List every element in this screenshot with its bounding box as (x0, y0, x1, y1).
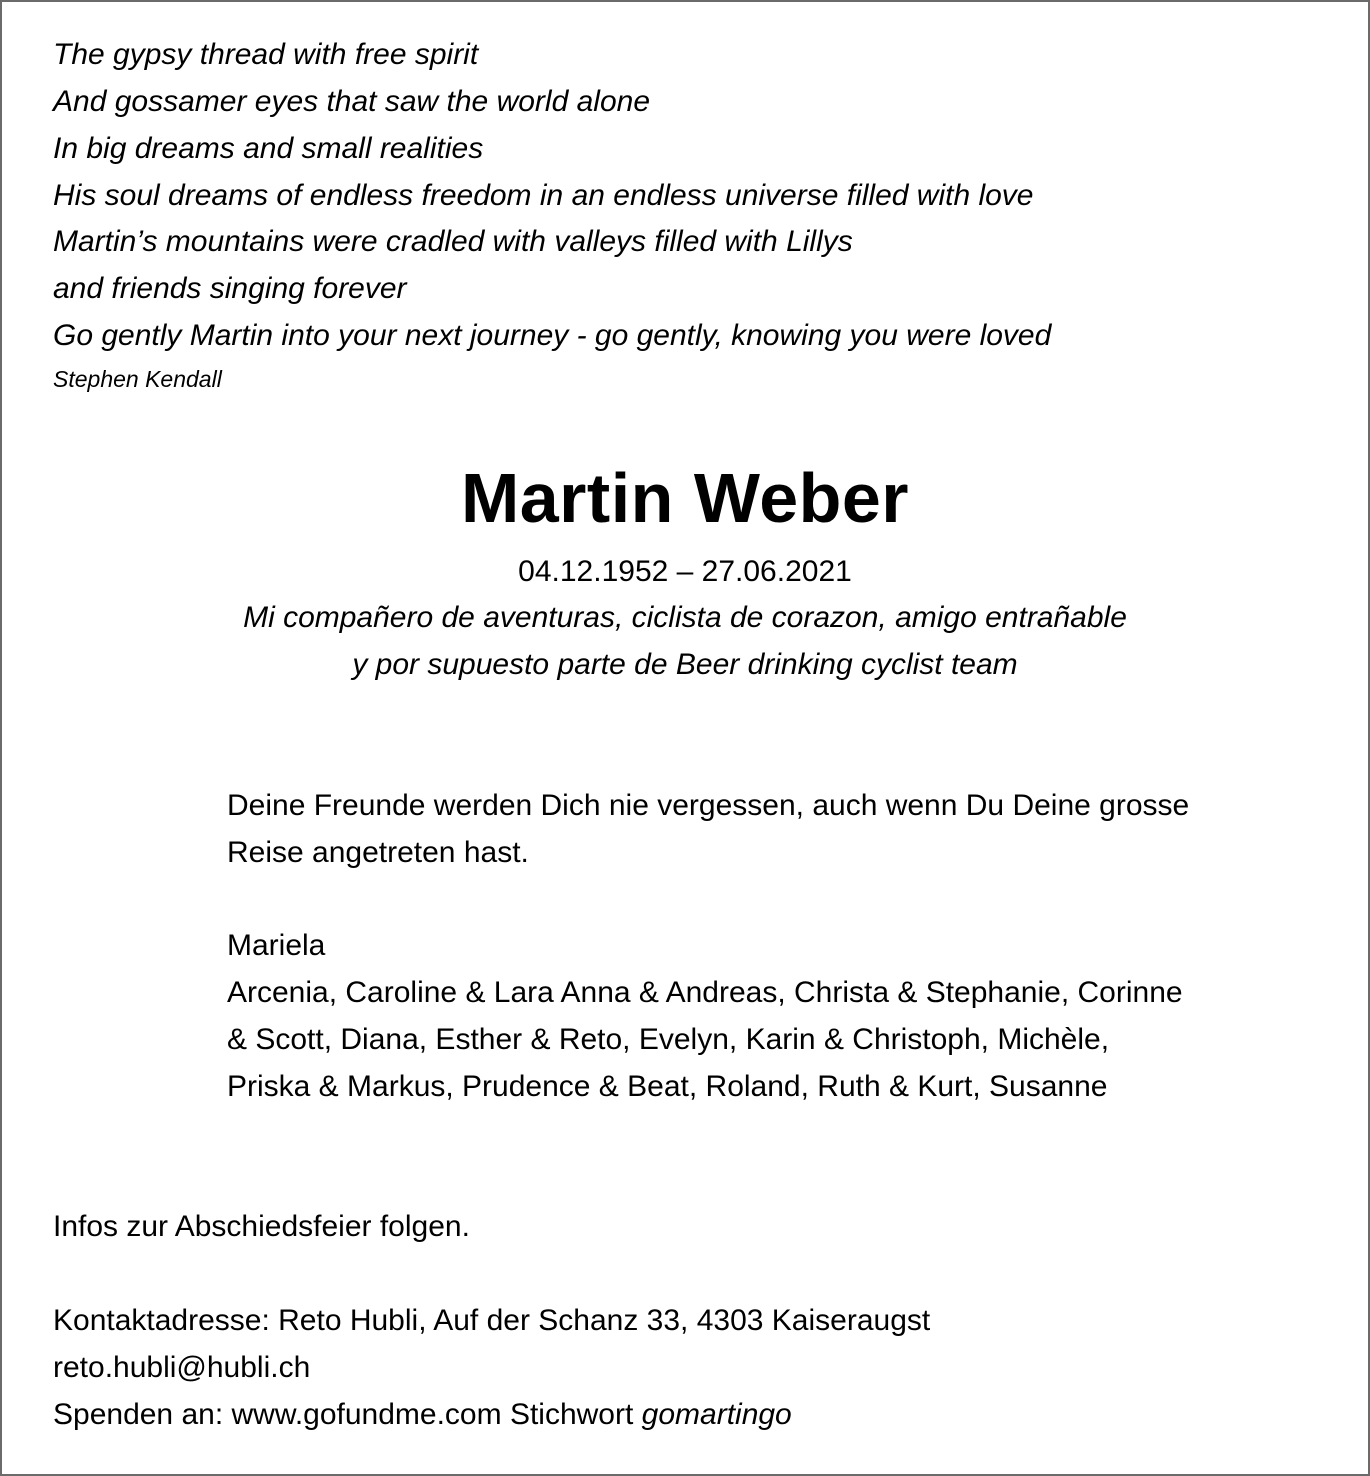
poem-line: And gossamer eyes that saw the world alone (53, 85, 650, 118)
signatories-line: Priska & Markus, Prudence & Beat, Roland, Ruth & Kurt, Susanne (227, 1070, 1108, 1103)
message-line: Reise angetreten hast. (227, 836, 529, 869)
donation-prefix: Spenden an: www.gofundme.com Stichwort (53, 1398, 642, 1431)
donation-info (53, 1398, 792, 1432)
ceremony-info: Infos zur Abschiedsfeier folgen. (53, 1210, 470, 1243)
donation-keyword: gomartingo (641, 1398, 792, 1431)
poem-author: Stephen Kendall (53, 366, 222, 392)
poem-line: In big dreams and small realities (53, 132, 484, 165)
contact-email: reto.hubli@hubli.ch (53, 1351, 311, 1384)
deceased-name: Martin Weber (460, 459, 910, 537)
poem-line: Martin’s mountains were cradled with valleys filled with Lillys (53, 225, 853, 258)
message-line: Deine Freunde werden Dich nie vergessen, auch wenn Du Deine grosse (227, 789, 1190, 822)
tribute-line: Mi compañero de aventuras, ciclista de corazon, amigo entrañable (243, 601, 1127, 634)
poem-line: The gypsy thread with free spirit (53, 38, 479, 71)
poem-line: Go gently Martin into your next journey - go gently, knowing you were loved (53, 319, 1052, 352)
poem-line: and friends singing forever (53, 272, 407, 305)
poem-line: His soul dreams of endless freedom in an endless universe filled with love (53, 179, 1034, 212)
signatory-first: Mariela (227, 929, 326, 962)
life-dates: 04.12.1952 – 27.06.2021 (518, 555, 852, 588)
contact-address: Kontaktadresse: Reto Hubli, Auf der Schanz 33, 4303 Kaiseraugst (53, 1304, 931, 1337)
signatories-line: Arcenia, Caroline & Lara Anna & Andreas, Christa & Stephanie, Corinne (227, 976, 1183, 1009)
tribute-line: y por supuesto parte de Beer drinking cyclist team (352, 648, 1018, 681)
signatories-line: & Scott, Diana, Esther & Reto, Evelyn, Karin & Christoph, Michèle, (227, 1023, 1110, 1056)
